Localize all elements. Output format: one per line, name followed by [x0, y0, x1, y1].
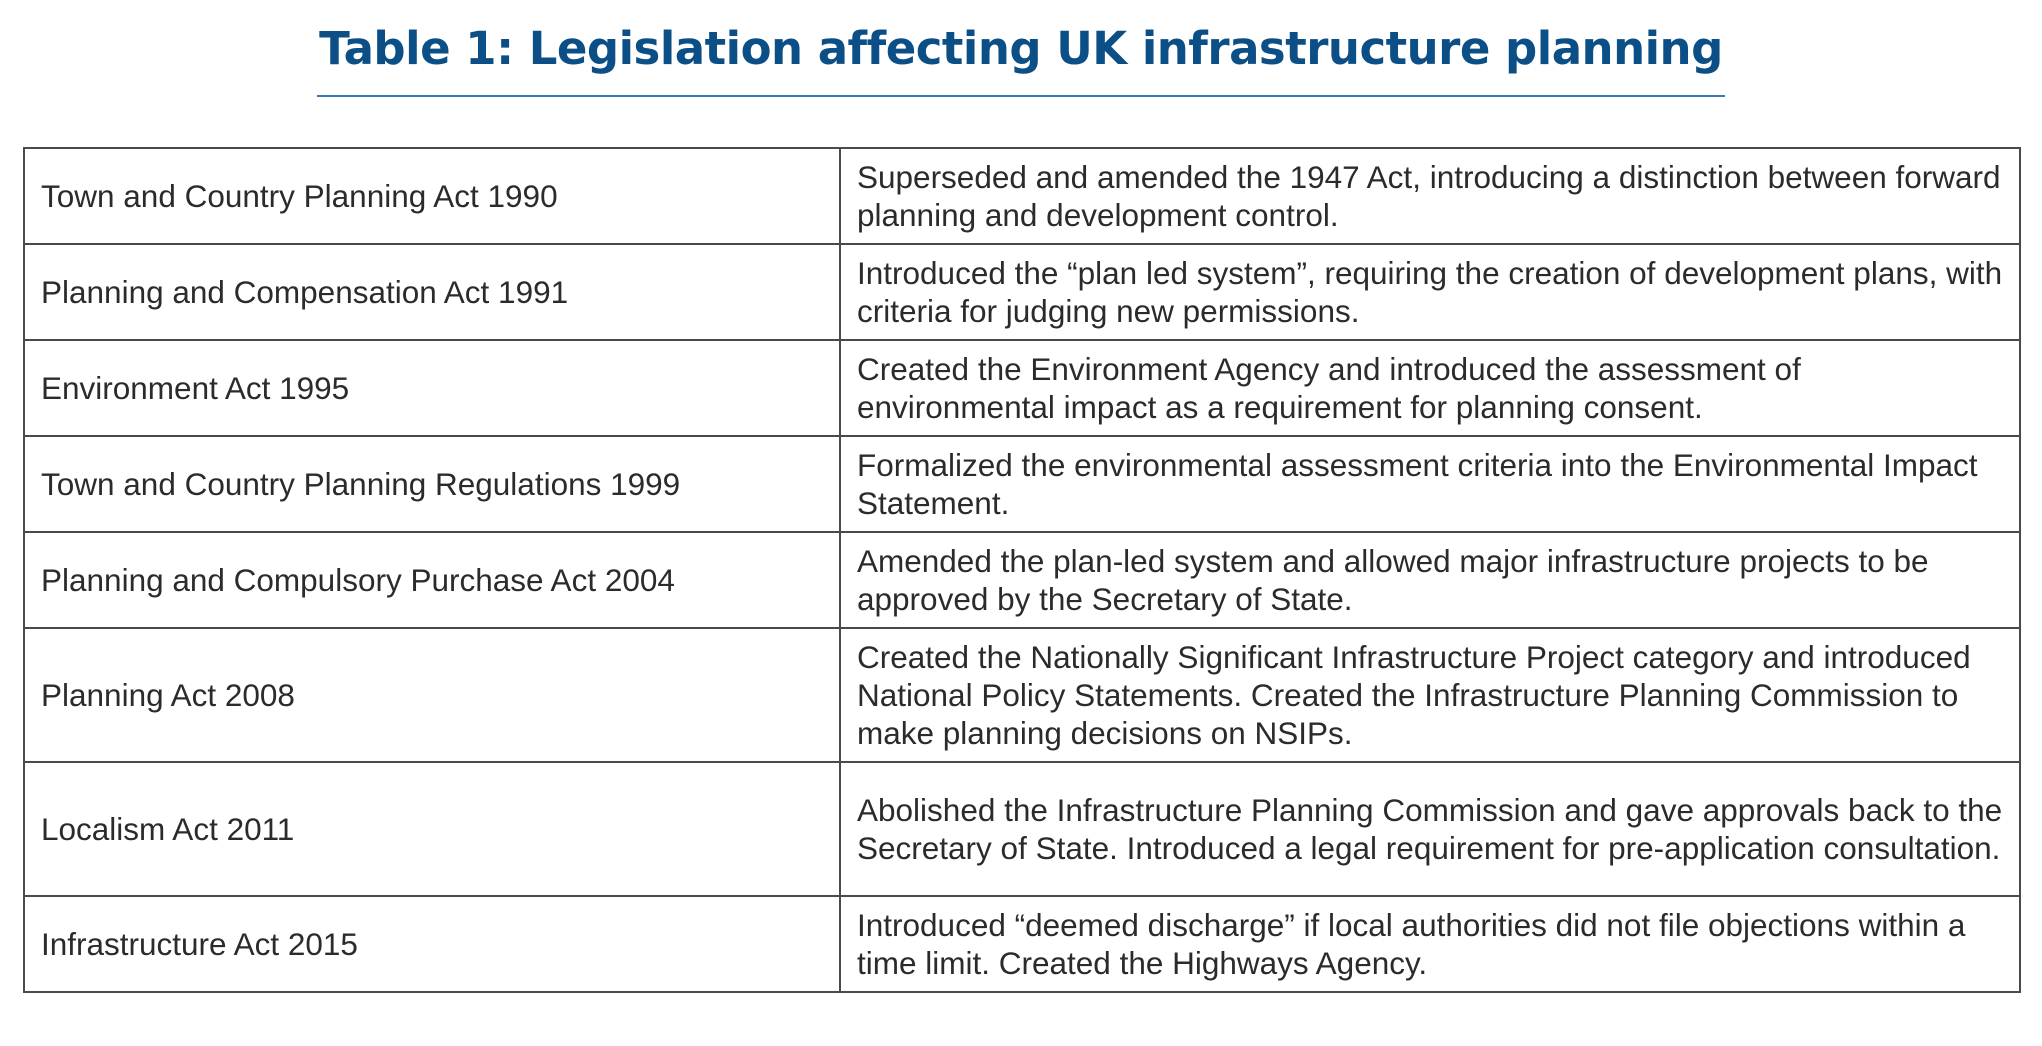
act-name-cell: Planning and Compulsory Purchase Act 2004 [24, 532, 840, 628]
act-name-cell: Town and Country Planning Regulations 1999 [24, 436, 840, 532]
act-name-cell: Localism Act 2011 [24, 762, 840, 896]
legislation-table [23, 147, 2021, 993]
table-row [24, 244, 2020, 340]
table-row [24, 896, 2020, 992]
act-description-cell: Amended the plan-led system and allowed major infrastructure projects to be approved by the Secretary of State. [840, 532, 2020, 628]
act-name-cell: Environment Act 1995 [24, 340, 840, 436]
act-name-cell: Town and Country Planning Act 1990 [24, 148, 840, 244]
act-description-cell: Created the Environment Agency and introduced the assessment of environmental impact as a requirement for planning consent. [840, 340, 2020, 436]
table-row [24, 436, 2020, 532]
act-name-cell: Planning and Compensation Act 1991 [24, 244, 840, 340]
act-description-cell: Introduced the “plan led system”, requiring the creation of development plans, with criteria for judging new permissions. [840, 244, 2020, 340]
table-row [24, 532, 2020, 628]
act-name-cell: Infrastructure Act 2015 [24, 896, 840, 992]
act-description-cell: Abolished the Infrastructure Planning Commission and gave approvals back to the Secretary of State. Introduced a legal requirement for pre-application consultation. [840, 762, 2020, 896]
table-row [24, 340, 2020, 436]
act-name-cell: Planning Act 2008 [24, 628, 840, 762]
act-description-cell: Created the Nationally Significant Infrastructure Project category and introduced National Policy Statements. Created the Infrastructure Planning Commission to make planning decisions on NSIPs. [840, 628, 2020, 762]
act-description-cell: Introduced “deemed discharge” if local authorities did not file objections within a time limit. Created the Highways Agency. [840, 896, 2020, 992]
table-row [24, 628, 2020, 762]
act-description-cell: Formalized the environmental assessment criteria into the Environmental Impact Statement. [840, 436, 2020, 532]
table-row [24, 762, 2020, 896]
table-row [24, 148, 2020, 244]
table-title: Table 1: Legislation affecting UK infrastructure planning [317, 22, 1725, 97]
title-container [0, 0, 2042, 97]
act-description-cell: Superseded and amended the 1947 Act, introducing a distinction between forward planning and development control. [840, 148, 2020, 244]
